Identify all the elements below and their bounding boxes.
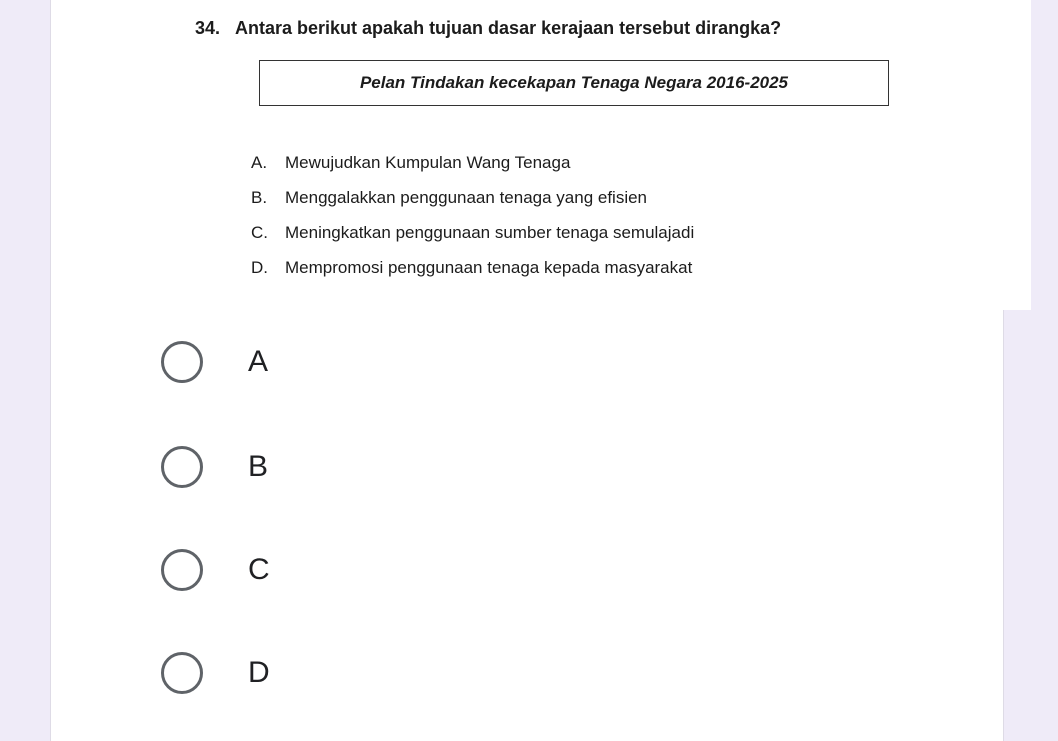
plan-title-box: [259, 60, 889, 106]
option-letter: A.: [251, 153, 268, 172]
question-number: 34.: [195, 18, 221, 38]
question-text: [195, 18, 781, 39]
radio-label[interactable]: C: [248, 553, 270, 586]
question-option-c: [251, 223, 694, 243]
option-letter: D.: [251, 258, 268, 277]
radio-button[interactable]: [161, 341, 203, 383]
question-option-a: [251, 153, 570, 173]
radio-label[interactable]: B: [248, 450, 269, 483]
option-text: Mempromosi penggunaan tenaga kepada masyarakat: [285, 258, 693, 277]
radio-choice-d[interactable]: [161, 648, 270, 698]
radio-button[interactable]: [161, 652, 203, 694]
question-option-d: [251, 258, 692, 278]
form-card: [50, 0, 1004, 741]
option-text: Meningkatkan penggunaan sumber tenaga semulajadi: [285, 223, 695, 242]
option-letter: B.: [251, 188, 268, 207]
radio-label[interactable]: A: [248, 345, 269, 378]
option-text: Mewujudkan Kumpulan Wang Tenaga: [285, 153, 571, 172]
radio-choice-a[interactable]: [161, 337, 268, 387]
radio-label[interactable]: D: [248, 656, 270, 689]
option-letter: C.: [251, 223, 268, 242]
question-image: [131, 0, 1031, 310]
radio-choice-b[interactable]: [161, 442, 268, 492]
radio-button[interactable]: [161, 446, 203, 488]
option-text: Menggalakkan penggunaan tenaga yang efisien: [285, 188, 648, 207]
radio-button[interactable]: [161, 549, 203, 591]
plan-title: Pelan Tindakan kecekapan Tenaga Negara 2016-2025: [359, 73, 789, 92]
radio-choice-c[interactable]: [161, 545, 270, 595]
question-stem: Antara berikut apakah tujuan dasar kerajaan tersebut dirangka?: [235, 18, 782, 38]
question-option-b: [251, 188, 647, 208]
